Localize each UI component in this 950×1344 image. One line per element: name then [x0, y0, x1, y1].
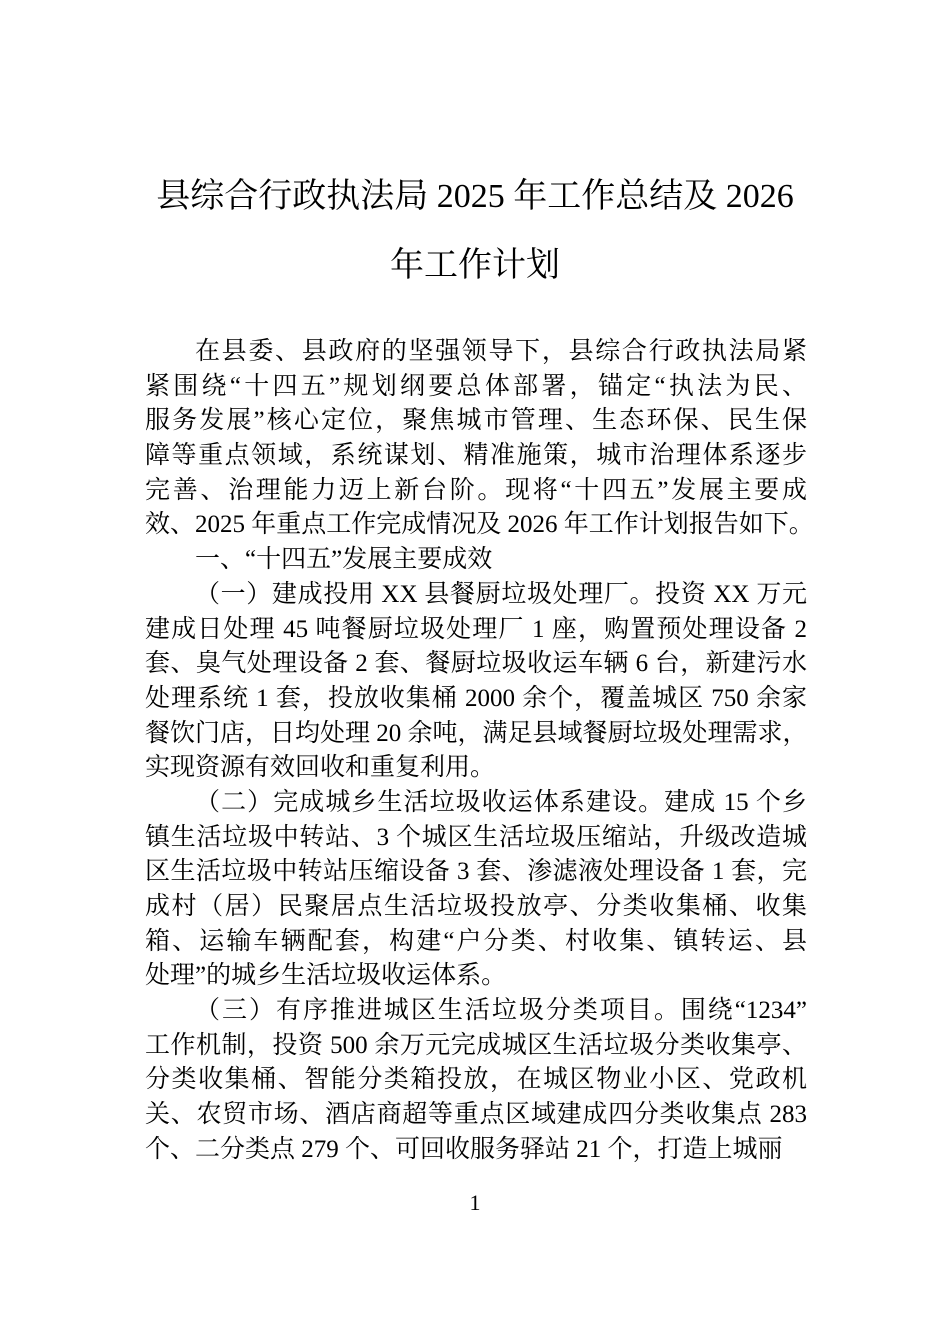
- text-line: （二）完成城乡生活垃圾收运体系建设。建成 15 个乡: [195, 788, 807, 816]
- text-line: 紧围绕“十四五”规划纲要总体部署，锚定“执法为民、: [145, 372, 807, 400]
- page-number: 1: [469, 1190, 481, 1215]
- document-title-line-1: 县综合行政执法局 2025 年工作总结及 2026: [156, 178, 794, 215]
- text-line: 工作机制，投资 500 余万元完成城区生活垃圾分类收集亭、: [145, 1031, 807, 1059]
- text-line: 完善、治理能力迈上新台阶。现将“十四五”发展主要成: [145, 476, 807, 504]
- text-line: 效、2025 年重点工作完成情况及 2026 年工作计划报告如下。: [145, 511, 814, 539]
- text-line: 建成日处理 45 吨餐厨垃圾处理厂 1 座，购置预处理设备 2: [145, 615, 807, 643]
- paragraph: [145, 335, 814, 543]
- text-line: 区生活垃圾中转站压缩设备 3 套、渗滤液处理设备 1 套，完: [145, 858, 807, 886]
- text-line: 餐饮门店，日均处理 20 余吨，满足县域餐厨垃圾处理需求，: [145, 719, 808, 747]
- document-body: [145, 335, 814, 1168]
- text-line: 套、臭气处理设备 2 套、餐厨垃圾收运车辆 6 台，新建污水: [145, 650, 807, 678]
- text-line: （一）建成投用 XX 县餐厨垃圾处理厂。投资 XX 万元: [195, 580, 807, 608]
- text-line: 一、“十四五”发展主要成效: [195, 546, 493, 574]
- text-line: 在县委、县政府的坚强领导下，县综合行政执法局紧: [195, 338, 807, 365]
- text-line: 处理系统 1 套，投放收集桶 2000 余个，覆盖城区 750 余家: [145, 684, 807, 712]
- text-line: 个、二分类点 279 个、可回收服务驿站 21 个，打造上城丽: [145, 1135, 783, 1163]
- section-heading: [145, 543, 807, 578]
- paragraph: [145, 994, 807, 1167]
- paragraph: [145, 786, 807, 994]
- document-title-line-2: 年工作计划: [390, 247, 560, 284]
- paragraph: [145, 578, 807, 786]
- text-line: 成村（居）民聚居点生活垃圾投放亭、分类收集桶、收集: [145, 893, 807, 920]
- text-line: 分类收集桶、智能分类箱投放，在城区物业小区、党政机: [145, 1066, 807, 1094]
- text-line: 实现资源有效回收和重复利用。: [145, 754, 496, 782]
- text-line: 处理”的城乡生活垃圾收运体系。: [145, 962, 507, 990]
- text-line: 障等重点领域，系统谋划、精准施策，城市治理体系逐步: [145, 442, 807, 470]
- text-line: 服务发展”核心定位，聚焦城市管理、生态环保、民生保: [145, 407, 807, 435]
- text-line: 镇生活垃圾中转站、3 个城区生活垃圾压缩站，升级改造城: [145, 823, 807, 851]
- text-line: 关、农贸市场、酒店商超等重点区域建成四分类收集点 283: [145, 1101, 807, 1129]
- text-line: （三）有序推进城区生活垃圾分类项目。围绕“1234”: [195, 997, 807, 1025]
- text-line: 箱、运输车辆配套，构建“户分类、村收集、镇转运、县: [145, 927, 807, 955]
